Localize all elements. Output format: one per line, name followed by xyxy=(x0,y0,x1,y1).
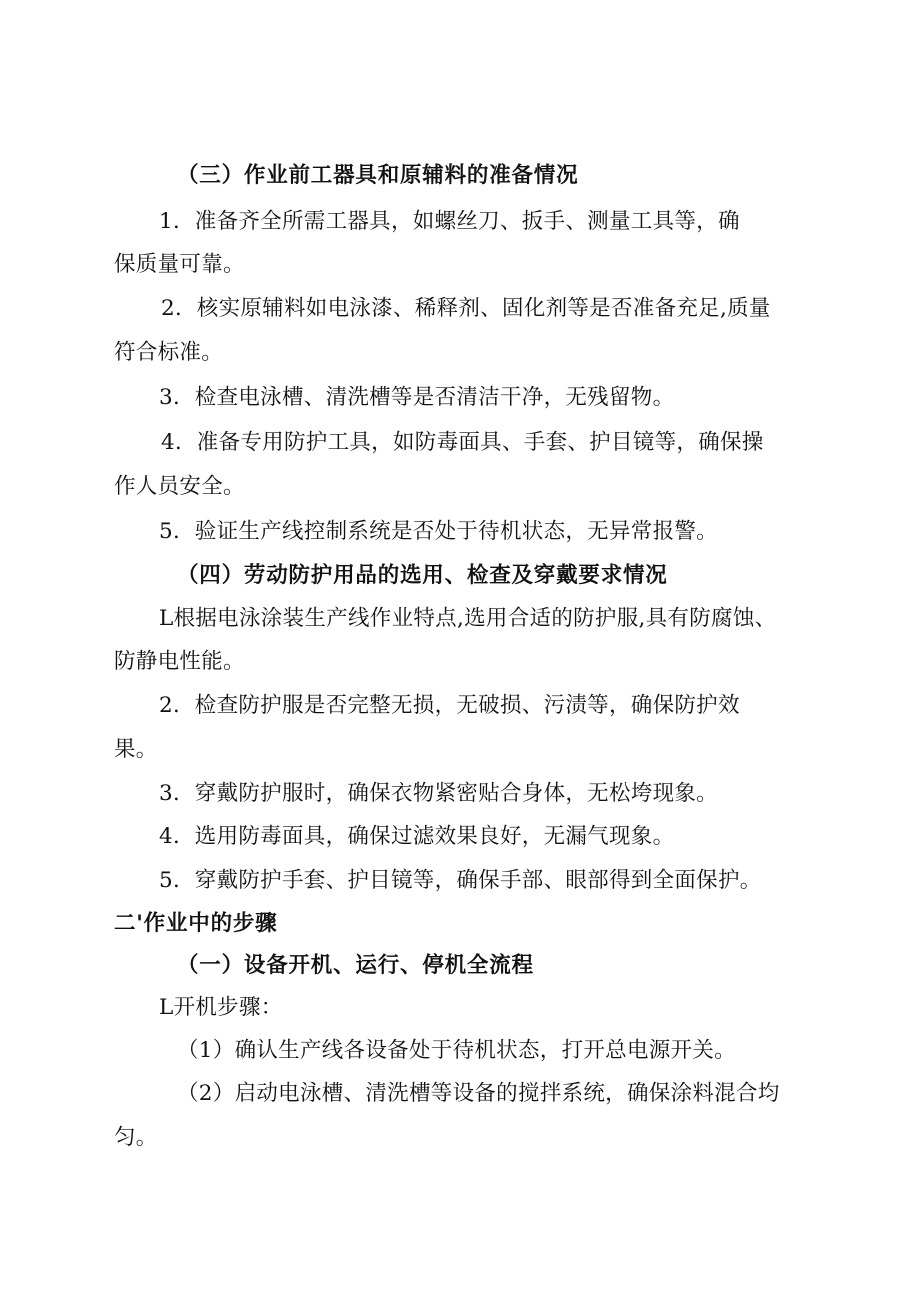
prep-item-3: 3．检查电泳槽、清洗槽等是否清洁干净，无残留物。 xyxy=(159,385,675,410)
ppe-item-1-line1: L根据电泳涂装生产线作业特点,选用合适的防护服,具有防腐蚀、 xyxy=(159,606,777,631)
prep-item-4-line1: 4．准备专用防护工具，如防毒面具、手套、护目镜等，确保操 xyxy=(161,430,764,455)
prep-item-2-line1: 2．核实原辅料如电泳漆、稀释剂、固化剂等是否准备充足,质量 xyxy=(161,296,771,321)
ppe-item-3: 3．穿戴防护服时，确保衣物紧密贴合身体，无松垮现象。 xyxy=(159,781,718,806)
ppe-item-5: 5．穿戴防护手套、护目镜等，确保手部、眼部得到全面保护。 xyxy=(159,868,762,893)
startup-step-1: （1）确认生产线各设备处于待机状态，打开总电源开关。 xyxy=(177,1038,736,1063)
part-heading-steps: 二'作业中的步骤 xyxy=(114,911,278,936)
startup-steps-title: L开机步骤： xyxy=(159,995,283,1020)
prep-item-1-line1: 1．准备齐全所需工器具，如螺丝刀、扳手、测量工具等，确 xyxy=(159,209,740,234)
ppe-item-2-line2: 果。 xyxy=(114,737,158,762)
ppe-item-2-line1: 2．检查防护服是否完整无损，无破损、污渍等，确保防护效 xyxy=(159,693,740,718)
prep-item-5: 5．验证生产线控制系统是否处于待机状态，无异常报警。 xyxy=(159,519,718,544)
prep-item-1-line2: 保质量可靠。 xyxy=(114,252,245,277)
section-heading-prep: （三）作业前工器具和原辅料的准备情况 xyxy=(177,163,579,188)
prep-item-2-line2: 符合标准。 xyxy=(114,340,224,365)
startup-step-2-line2: 匀。 xyxy=(114,1125,158,1150)
section-heading-ppe: （四）劳动防护用品的选用、检查及穿戴要求情况 xyxy=(177,563,668,588)
prep-item-4-line2: 作人员安全。 xyxy=(114,474,245,499)
subsection-heading-equipment: （一）设备开机、运行、停机全流程 xyxy=(177,953,534,978)
ppe-item-1-line2: 防静电性能。 xyxy=(114,649,245,674)
ppe-item-4: 4．选用防毒面具，确保过滤效果良好，无漏气现象。 xyxy=(159,824,675,849)
startup-step-2-line1: （2）启动电泳槽、清洗槽等设备的搅拌系统，确保涂料混合均 xyxy=(177,1081,780,1106)
